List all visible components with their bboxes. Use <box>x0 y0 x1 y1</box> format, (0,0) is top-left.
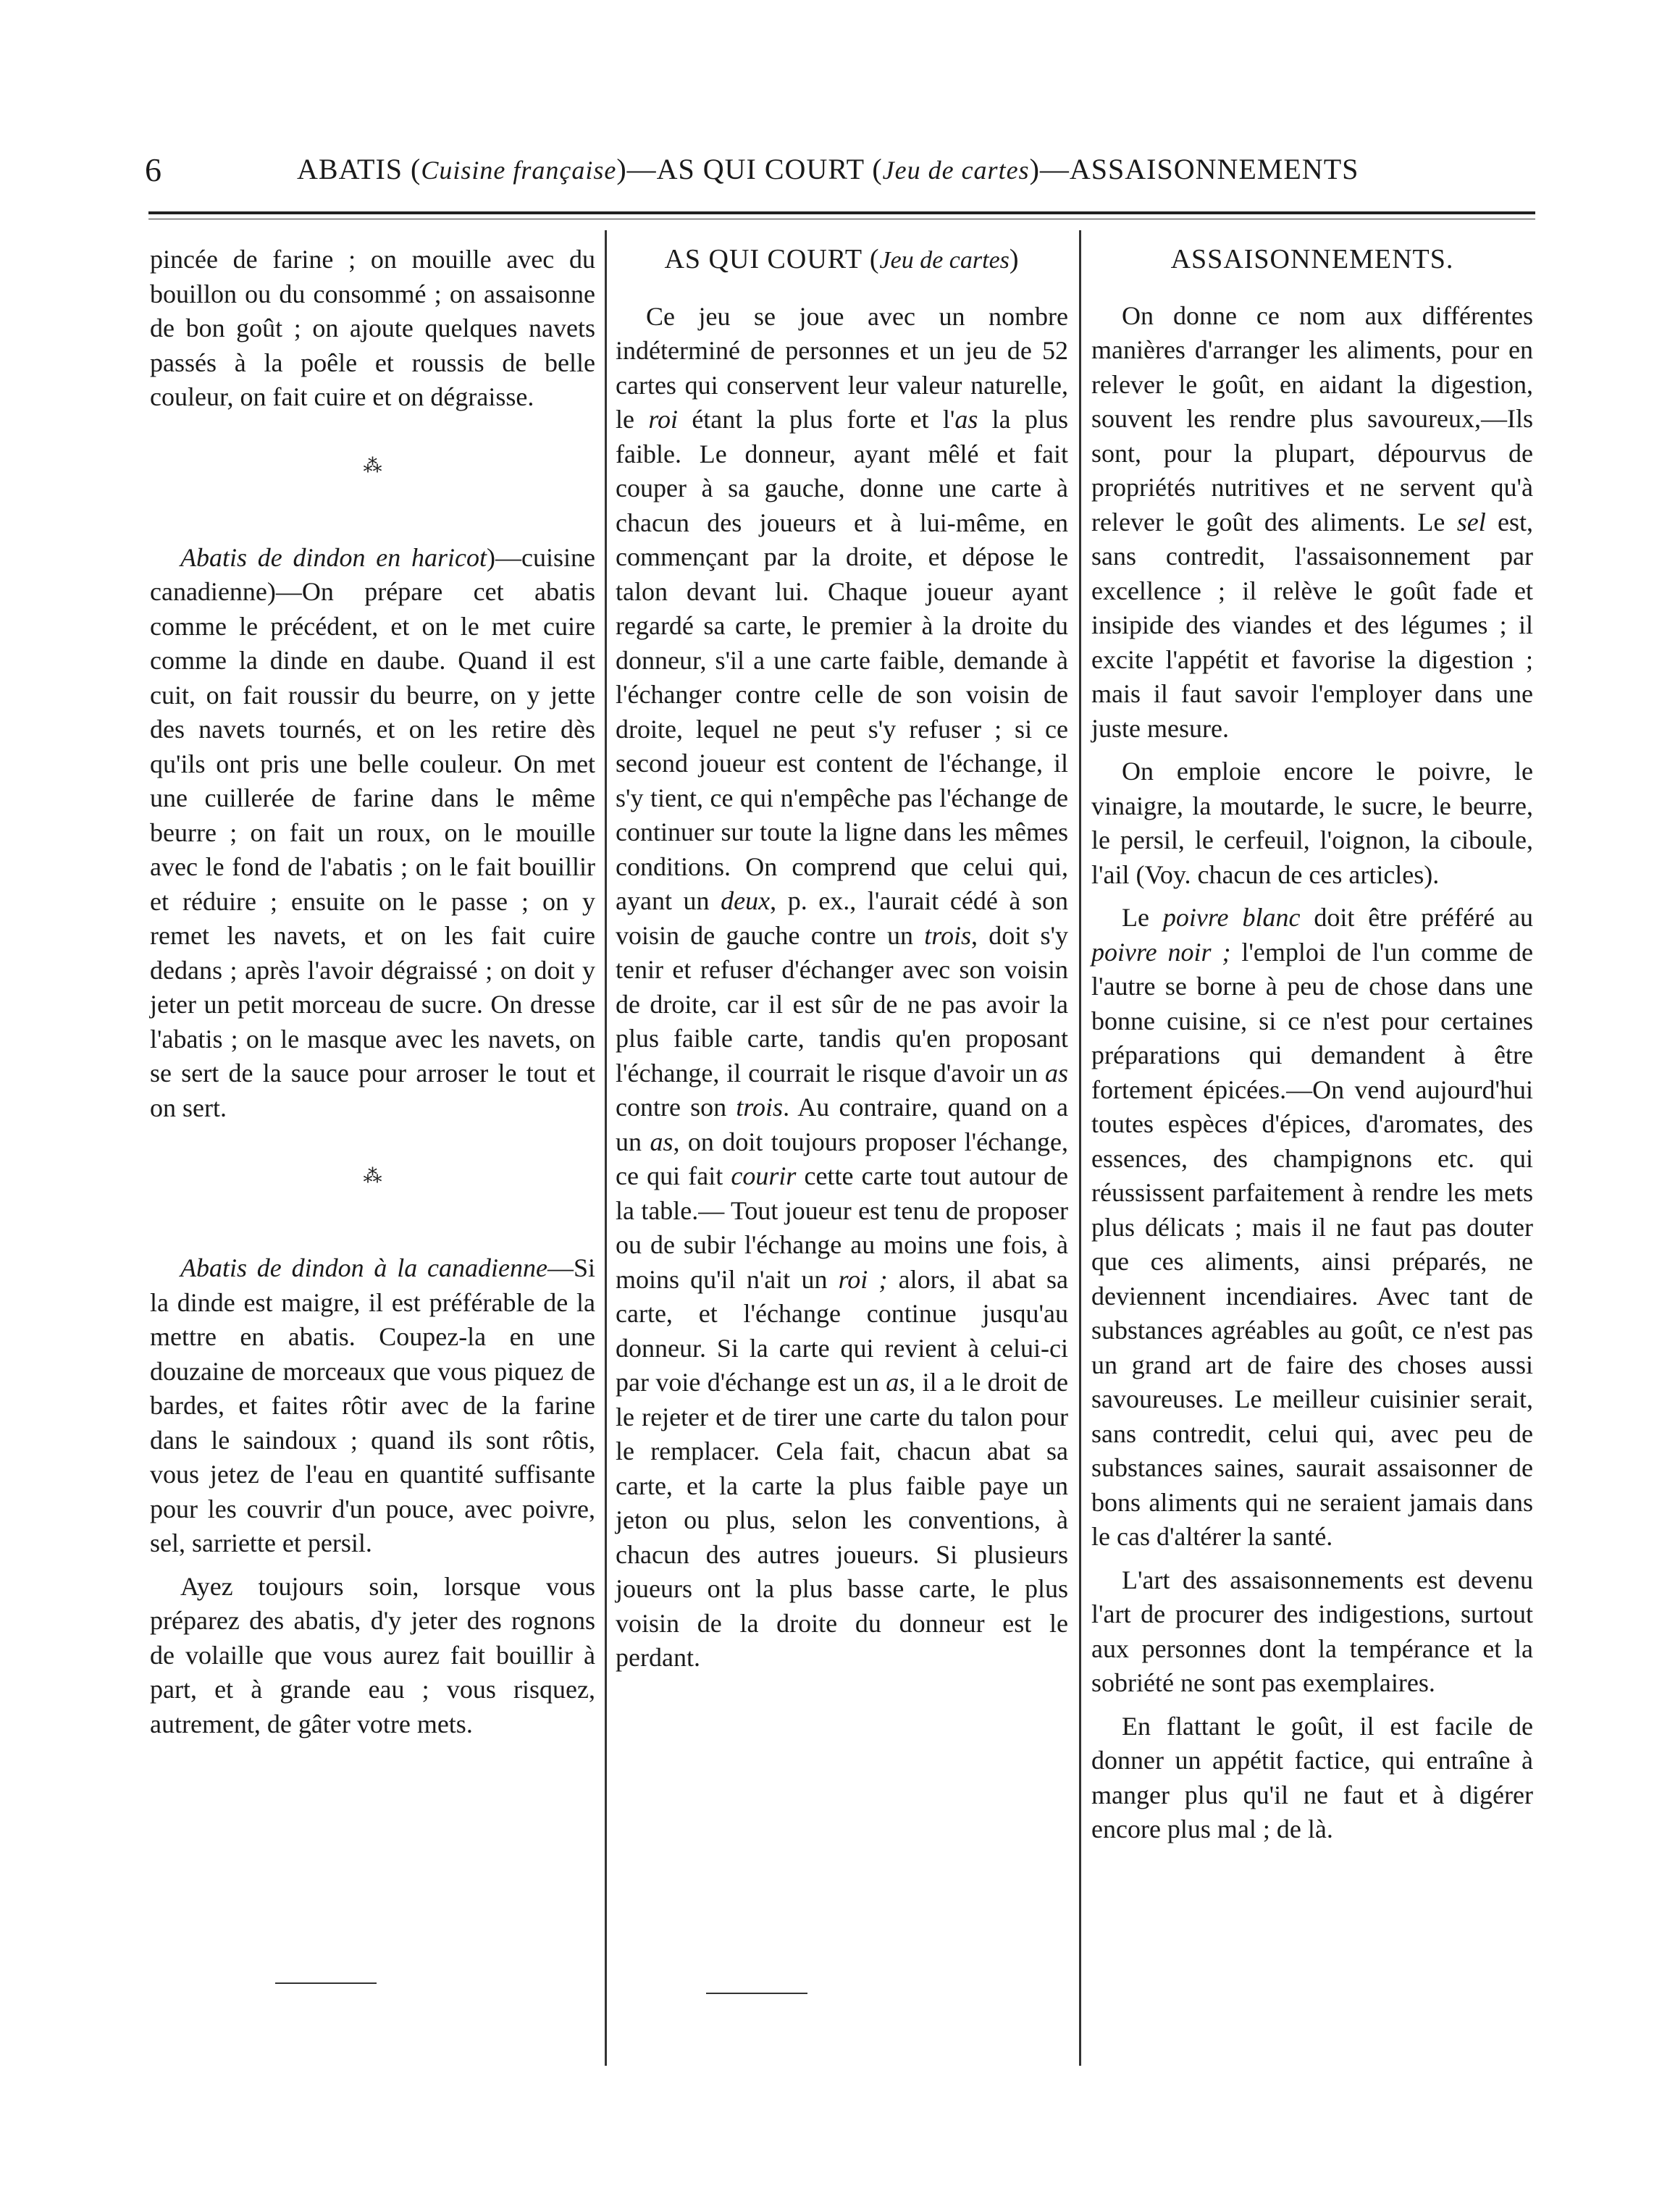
asterism-1: ⁂ <box>363 455 382 476</box>
assaisonnements-paragraph-1: On donne ce nom aux différentes manières d'arranger les aliments, pour en relever le goût, en aidant la digestion, souvent les rendre plus savoureux,—Ils sont, pour la plupart, dépourvus de propriétés nutritives et ne servent qu'à relever le goût des aliments. Le sel est, sans contredit, l'assaisonnement par excellence ; il relève le goût fade et insipide des viandes et des légumes ; il excite l'appétit et favorise la digestion ; mais il faut savoir l'employer dans une juste mesure. <box>1091 300 1534 743</box>
section-heading-assaisonnements: ASSAISONNEMENTS. <box>1170 244 1454 274</box>
assaisonnements-paragraph-2: On emploie encore le poivre, le vinaigre, la moutarde, le sucre, le beurre, le persil, le cerfeuil, l'oignon, la ciboule, l'ail (Voy. chacun de ces articles). <box>1091 757 1533 889</box>
section-heading-as-qui-court: AS QUI COURT (Jeu de cartes) <box>664 244 1020 274</box>
assaisonnements-paragraph-3: Le poivre blanc doit être préféré au poivre noir ; l'emploi de l'un comme de l'autre se borne à peu de chose dans une bonne cuisine, si ce n'est pour certaines préparations qui demandent à être fortement épicées.—On vend aujourd'hui toutes espèces d'épices, d'aromates, des essences, des champignons etc. qui réussissent parfaitement à rendre les mets plus délicats ; mais il ne faut pas douter que ces aliments, ainsi préparés, ne deviennent incendiaires. Avec tant de substances agréables au goût, ce n'est pas un grand art de faire des choses aussi savoureuses. Le meilleur cuisinier serait, sans contredit, celui qui, avec peu de substances saines, saurait assaisonner de bons aliments qui ne seraient jamais dans le cas d'altérer la santé. <box>1091 903 1533 1551</box>
as-qui-court-paragraph: Ce jeu se joue avec un nombre indéterminé de personnes et un jeu de 52 cartes qui conservent leur valeur naturelle, le roi étant la plus forte et l'as la plus faible. Le donneur, ayant mêlé et fait couper à sa gauche, donne une carte à chacun des joueurs et à lui-même, en commençant par la droite, et dépose le talon devant lui. Chaque joueur ayant regardé sa carte, le premier à la droite du donneur, s'il a une carte faible, demande à l'échanger contre celle de son voisin de droite, lequel ne peut s'y refuser ; si ce second joueur est content de l'échange, il s'y tient, ce qui n'empêche pas l'échange de continuer sur toute la ligne dans les mêmes conditions. On comprend que celui qui, ayant un deux, p. ex., l'aurait cédé à son voisin de gauche contre un trois, doit s'y tenir et refuser d'échanger avec son voisin de droite, car il est sûr de ne pas avoir la plus faible carte, tandis qu'en proposant l'échange, il courrait le risque d'avoir un as contre son trois. Au contraire, quand on a un as, on doit toujours proposer l'échange, ce qui fait courir cette carte tout autour de la table.— Tout joueur est tenu de proposer ou de subir l'échange au moins une fois, à moins qu'il n'ait un roi ; alors, il abat sa carte, et l'échange continue jusqu'au donneur. Si la carte qui revient à celui-ci par voie d'échange est un as, il a le droit de le rejeter et de tirer une carte du talon pour le remplacer. Cela fait, chacun abat sa carte, et la carte la plus faible paye un jeton ou plus, selon les conventions, à chacun des autres joueurs. Si plusieurs joueurs ont la plus basse carte, le plus voisin de la droite du donneur est le perdant. <box>616 301 1069 1672</box>
column-end-rule-1 <box>275 1982 377 1984</box>
column-assaisonnements <box>1091 243 1533 1847</box>
column-divider-right <box>1079 230 1081 2066</box>
abatis-canadienne-paragraph: Abatis de dindon à la canadienne—Si la dinde est maigre, il est préférable de la mettre en abatis. Coupez-la en une douzaine de morceaux que vous piquez de bardes, et faites rôtir avec de la farine dans le saindoux ; quand ils sont rôtis, vous jetez de l'eau en quantité suffisante pour les couvrir d'un pouce, avec poivre, sel, sarriette et persil. <box>150 1253 595 1557</box>
column-as-qui-court <box>616 243 1068 1675</box>
header-rule-thick <box>148 211 1535 214</box>
running-title: ABATIS (Cuisine française)—AS QUI COURT (Jeu de cartes)—ASSAISONNEMENTS <box>297 153 1359 185</box>
column-abatis <box>150 243 595 1741</box>
asterism-2: ⁂ <box>363 1166 382 1187</box>
column-end-rule-2 <box>706 1993 807 1994</box>
assaisonnements-paragraph-4: L'art des assaisonnements est devenu l'art de procurer des indigestions, surtout aux personnes dont la tempérance et la sobriété ne sont pas exemplaires. <box>1091 1565 1533 1697</box>
page-number: 6 <box>145 151 161 188</box>
column-divider-left <box>605 230 607 2066</box>
abatis-paragraph-1: pincée de farine ; on mouille avec du bouillon ou du consommé ; on assaisonne de bon goût ; on ajoute quelques navets passés à la poêle et roussis de belle couleur, on fait cuire et on dégraisse. <box>150 245 595 411</box>
abatis-advice-paragraph: Ayez toujours soin, lorsque vous préparez des abatis, d'y jeter des rognons de volaille que vous aurez fait bouillir à part, et à grande eau ; vous risquez, autrement, de gâter votre mets. <box>150 1571 595 1738</box>
assaisonnements-paragraph-5: En flattant le goût, il est facile de donner un appétit factice, qui entraîne à manger plus qu'il ne faut et à digérer encore plus mal ; de là. <box>1091 1711 1533 1843</box>
abatis-haricot-paragraph: Abatis de dindon en haricot)—cuisine canadienne)—On prépare cet abatis comme le précédent, et on le met cuire comme la dinde en daube. Quand il est cuit, on fait roussir du beurre, on y jette des navets tournés, et on les retire dès qu'ils ont pris une belle couleur. On met une cuillerée de farine dans le même beurre ; on fait un roux, on le mouille avec le fond de l'abatis ; on le fait bouillir et réduire ; ensuite on le passe ; on y remet les navets, et on les fait cuire dedans ; après l'avoir dégraissé ; on doit y jeter un petit morceau de sucre. On dresse l'abatis ; on le masque avec les navets, on se sert de la sauce pour arroser le tout et on sert. <box>150 542 595 1122</box>
running-header <box>145 145 1521 195</box>
